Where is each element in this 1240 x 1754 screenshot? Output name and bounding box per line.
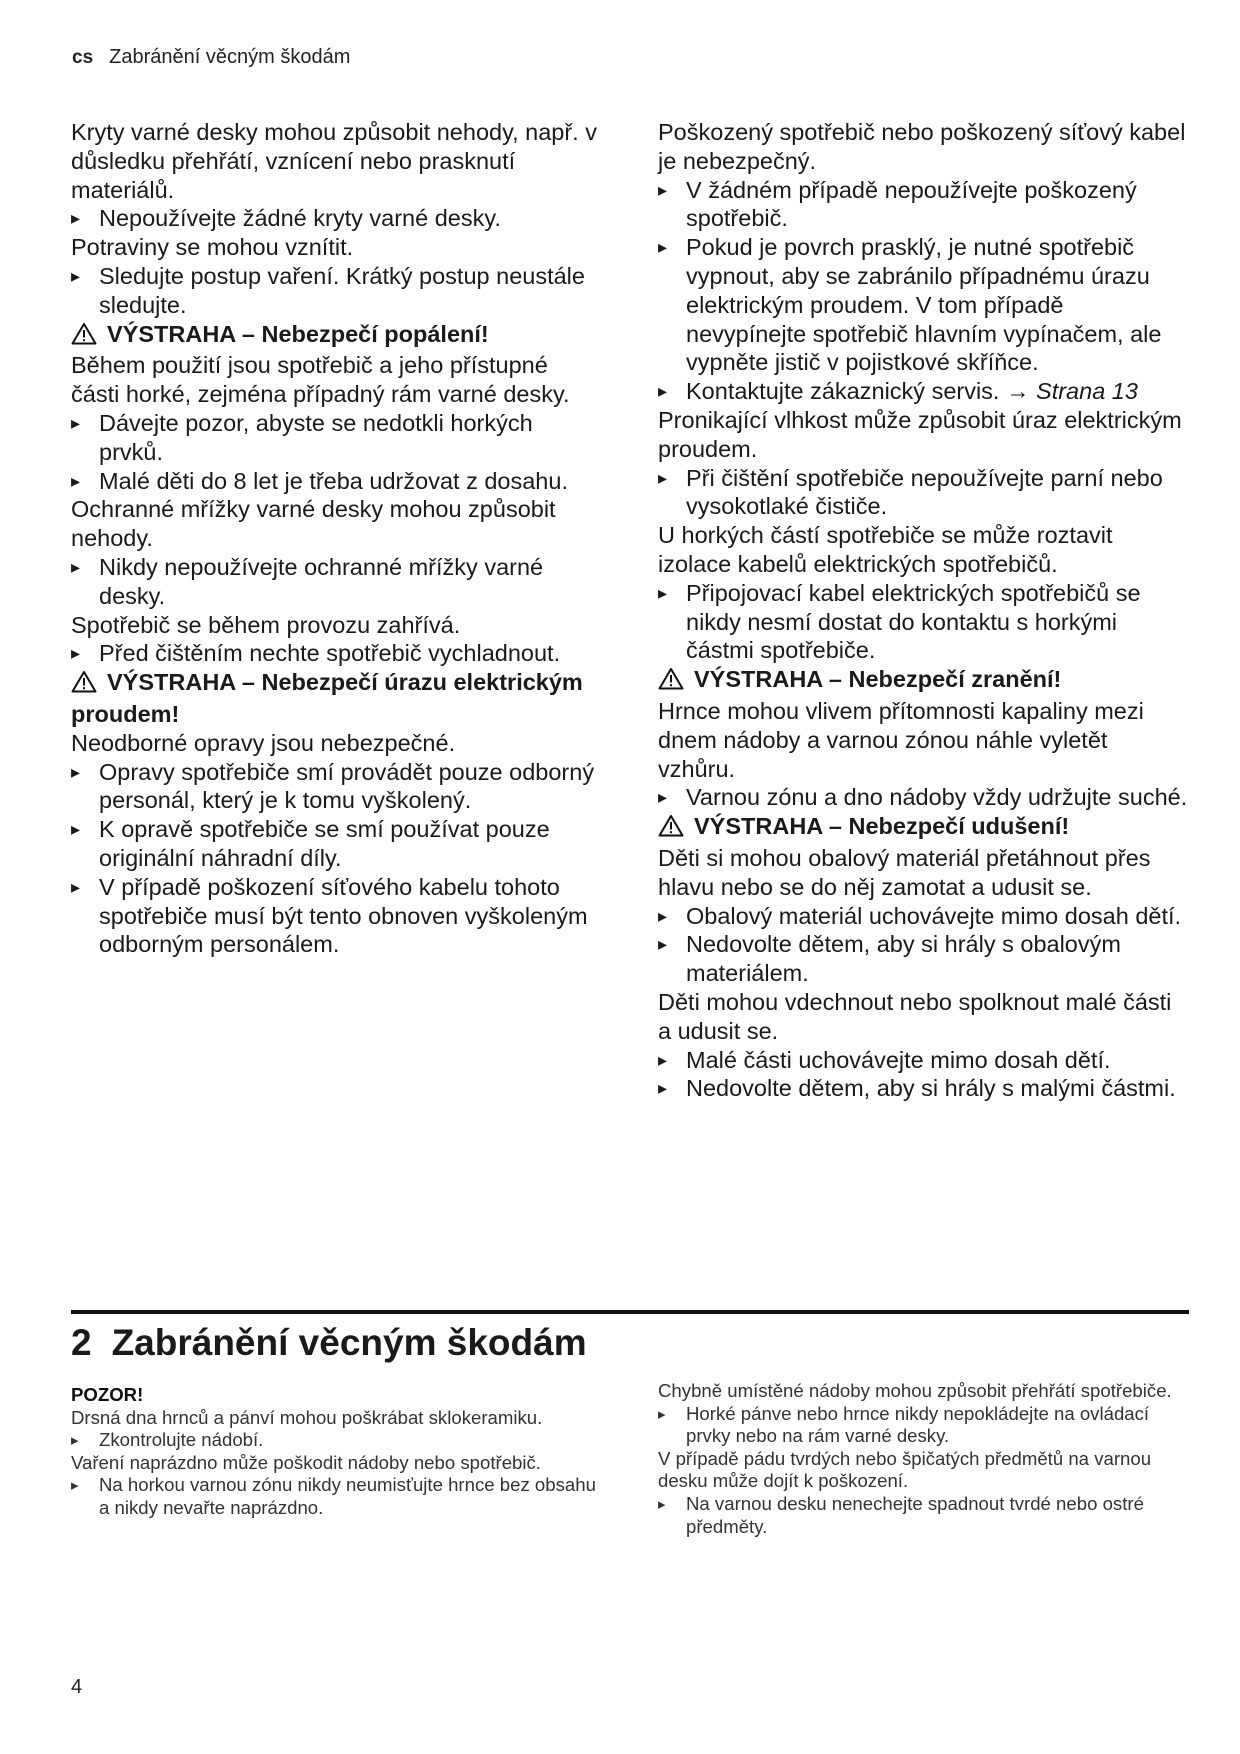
paragraph: Drsná dna hrnců a pánví mohou poškrábat sklokeramiku.	[71, 1406, 543, 1428]
warning-triangle-icon	[71, 322, 97, 352]
bullet-item: ▸ V případě poškození síťového kabelu tohoto spotřebiče musí být tento obnoven vyškoleným odborným personálem.	[71, 873, 601, 959]
header-title: Zabránění věcným škodám	[109, 46, 351, 68]
warning-title: VÝSTRAHA – Nebezpečí zranění!	[694, 666, 1062, 693]
bullet-item: ▸ Na varnou desku nenechejte spadnout tvrdé nebo ostré předměty.	[658, 1493, 1188, 1538]
section-number: 2	[71, 1322, 92, 1363]
language-code: cs	[72, 47, 94, 68]
warning-triangle-icon	[658, 814, 684, 844]
bullet-item: ▸ K opravě spotřebiče se smí používat pouze originální náhradní díly.	[71, 815, 601, 873]
bullet-item: ▸ Malé části uchovávejte mimo dosah dětí.	[658, 1046, 1188, 1075]
bullet-item: ▸ Zkontrolujte nádobí.	[71, 1429, 601, 1452]
paragraph: Kryty varné desky mohou způsobit nehody, např. v důsledku přehřátí, vznícení nebo prasknutí materiálů.	[71, 119, 597, 203]
warning-heading	[658, 665, 1188, 697]
bullet-item: ▸ Připojovací kabel elektrických spotřebičů se nikdy nesmí dostat do kontaktu s horkými částmi spotřebiče.	[658, 579, 1188, 665]
paragraph: Děti mohou vdechnout nebo spolknout malé části a udusit se.	[658, 988, 1172, 1044]
warning-title: VÝSTRAHA – Nebezpečí udušení!	[694, 813, 1070, 840]
bullet-item: ▸ Při čištění spotřebiče nepoužívejte parní nebo vysokotlaké čističe.	[658, 464, 1188, 522]
warning-triangle-icon	[658, 667, 684, 697]
bullet-item: ▸ Na horkou varnou zónu nikdy neumisťujte hrnce bez obsahu a nikdy nevařte naprázdno.	[71, 1474, 601, 1519]
page-number: 4	[71, 1676, 83, 1698]
bullet-item: ▸ Malé děti do 8 let je třeba udržovat z dosahu.	[71, 467, 601, 496]
paragraph: Vaření naprázdno může poškodit nádoby nebo spotřebič.	[71, 1451, 541, 1473]
bullet-item: ▸ Horké pánve nebo hrnce nikdy nepokládejte na ovládací prvky nebo na rám varné desky.	[658, 1403, 1188, 1448]
paragraph: Spotřebič se během provozu zahřívá.	[71, 611, 461, 638]
paragraph: Děti si mohou obalový materiál přetáhnout přes hlavu nebo se do něj zamotat a udusit se.	[658, 844, 1151, 900]
paragraph: Pronikající vlhkost může způsobit úraz elektrickým proudem.	[658, 406, 1182, 462]
right-column	[658, 118, 1188, 1103]
paragraph: Potraviny se mohou vznítit.	[71, 234, 354, 261]
notice-left-column	[71, 1384, 601, 1520]
bullet-item: ▸ Pokud je povrch prasklý, je nutné spotřebič vypnout, aby se zabránilo případnému úrazu elektrickým proudem. V tom případě nevypínejte spotřebič hlavním vypínačem, ale vypněte jistič v pojistkové skříňce.	[658, 233, 1188, 377]
warning-heading	[71, 668, 601, 729]
warning-title: VÝSTRAHA – Nebezpečí popálení!	[107, 320, 489, 347]
arrow-icon: →	[1006, 378, 1030, 405]
paragraph: Ochranné mřížky varné desky mohou způsobit nehody.	[71, 496, 556, 552]
bullet-item: ▸ Sledujte postup vaření. Krátký postup neustále sledujte.	[71, 262, 601, 320]
warning-triangle-icon	[71, 670, 97, 700]
paragraph: Během použití jsou spotřebič a jeho přístupné části horké, zejména případný rám varné desky.	[71, 352, 570, 408]
left-column	[71, 118, 601, 959]
bullet-item: ▸ Nepoužívejte žádné kryty varné desky.	[71, 204, 601, 233]
bullet-item: ▸ Nedovolte dětem, aby si hrály s obalovým materiálem.	[658, 930, 1188, 988]
bullet-item: ▸ V žádném případě nepoužívejte poškozený spotřebič.	[658, 176, 1188, 234]
notice-right-column	[658, 1380, 1188, 1538]
paragraph: U horkých částí spotřebiče se může roztavit izolace kabelů elektrických spotřebičů.	[658, 522, 1113, 577]
warning-heading	[71, 320, 601, 352]
page-reference-link[interactable]: Strana 13	[1036, 378, 1138, 405]
section-title: Zabránění věcným škodám	[111, 1322, 587, 1363]
section-divider	[71, 1310, 1189, 1314]
bullet-item: ▸ Nikdy nepoužívejte ochranné mřížky varné desky.	[71, 553, 601, 611]
notice-label: POZOR!	[71, 1384, 144, 1405]
bullet-item: ▸ Obalový materiál uchovávejte mimo dosah dětí.	[658, 902, 1188, 931]
warning-title: VÝSTRAHA – Nebezpečí úrazu elektrickým proudem!	[71, 669, 583, 727]
running-header	[72, 46, 350, 69]
paragraph: Neodborné opravy jsou nebezpečné.	[71, 729, 456, 756]
bullet-item	[658, 377, 1188, 406]
paragraph: V případě pádu tvrdých nebo špičatých předmětů na varnou desku může dojít k poškození.	[658, 1447, 1152, 1492]
paragraph: Poškozený spotřebič nebo poškozený síťový kabel je nebezpečný.	[658, 119, 1186, 174]
warning-heading	[658, 812, 1188, 844]
bullet-item: ▸ Nedovolte dětem, aby si hrály s malými částmi.	[658, 1074, 1188, 1103]
bullet-item: ▸ Před čištěním nechte spotřebič vychladnout.	[71, 639, 601, 668]
section-heading	[71, 1318, 587, 1368]
bullet-item: ▸ Dávejte pozor, abyste se nedotkli horkých prvků.	[71, 409, 601, 467]
paragraph: Hrnce mohou vlivem přítomnosti kapaliny mezi dnem nádoby a varnou zónou náhle vyletět vzhůru.	[658, 697, 1144, 782]
bullet-item: ▸ Varnou zónu a dno nádoby vždy udržujte suché.	[658, 783, 1188, 812]
bullet-item: ▸ Opravy spotřebiče smí provádět pouze odborný personál, který je k tomu vyškolený.	[71, 758, 601, 816]
bullet-text: Kontaktujte zákaznický servis.	[686, 378, 1000, 405]
paragraph: Chybně umístěné nádoby mohou způsobit přehřátí spotřebiče.	[658, 1380, 1172, 1401]
